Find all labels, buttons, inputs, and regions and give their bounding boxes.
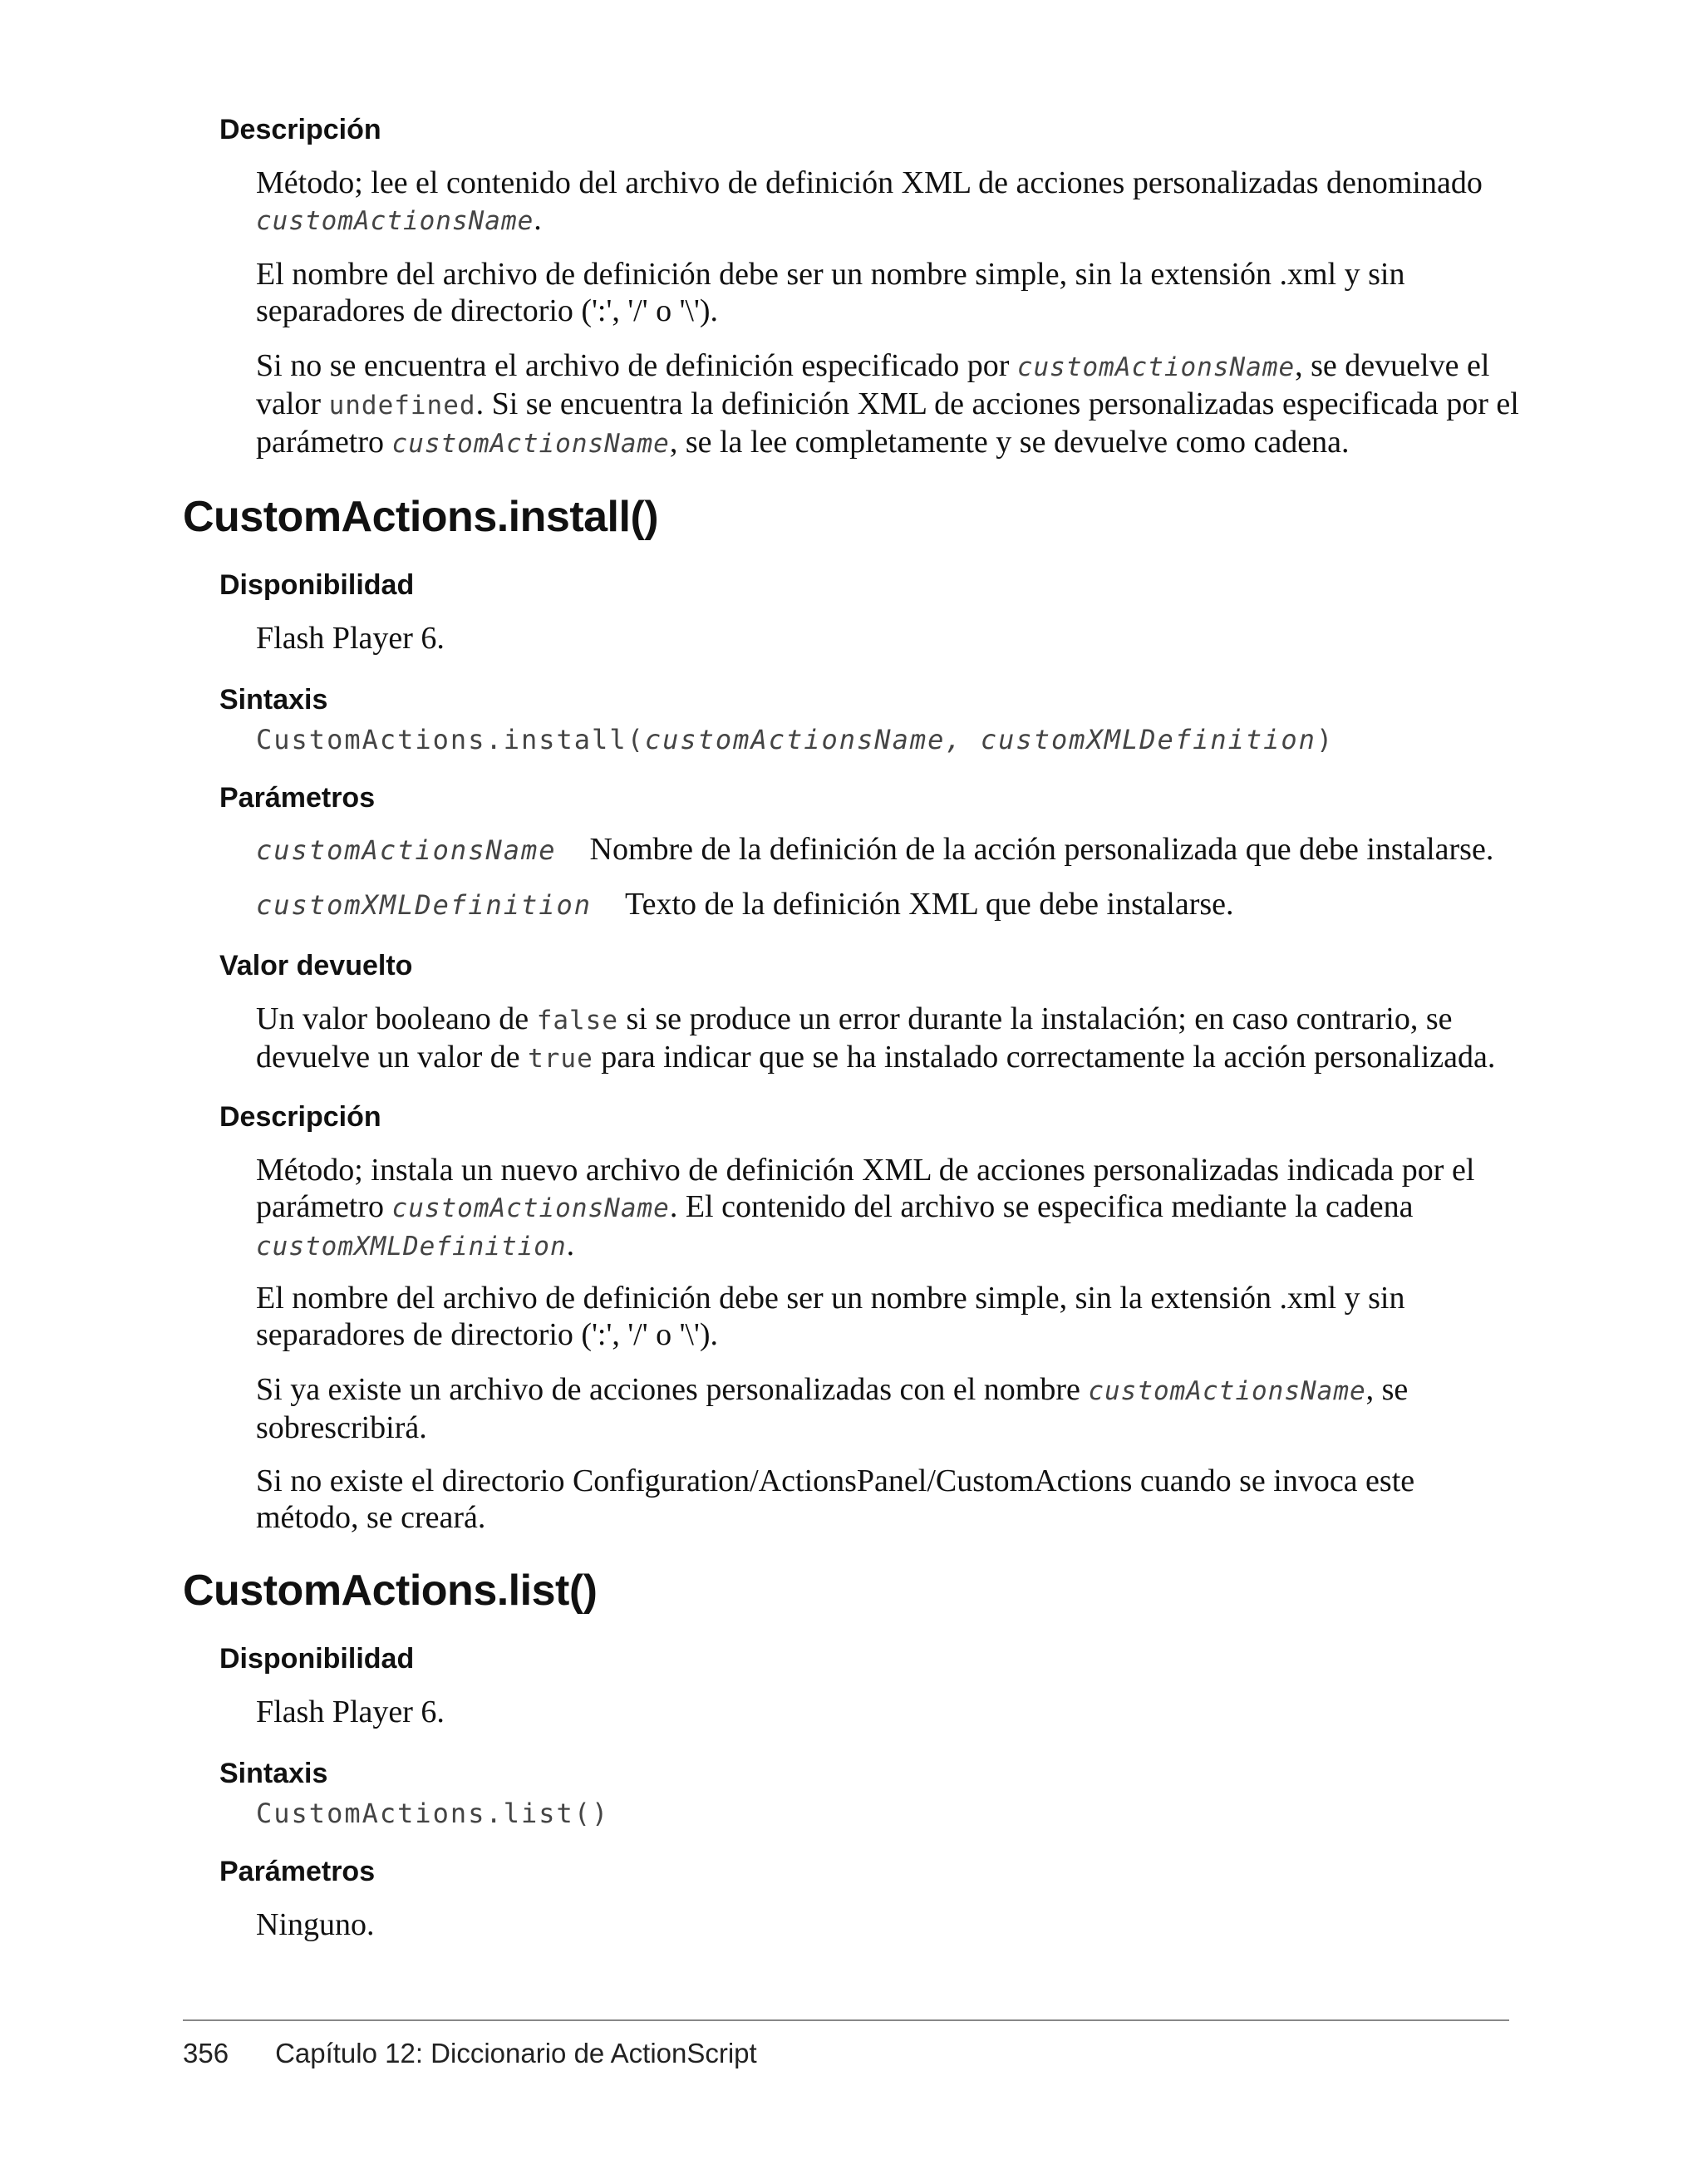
install-parameters-heading: Parámetros	[219, 782, 376, 814]
install-availability-text: Flash Player 6.	[256, 621, 445, 656]
chapter-title: Capítulo 12: Diccionario de ActionScript	[275, 2038, 757, 2068]
install-availability-heading: Disponibilidad	[219, 569, 415, 601]
list-parameters-heading: Parámetros	[219, 1856, 376, 1887]
inline-code: customActionsName	[391, 1193, 670, 1223]
list-parameters-text: Ninguno.	[256, 1907, 375, 1942]
inline-code: customActionsName	[1016, 352, 1296, 382]
list-availability-heading: Disponibilidad	[219, 1643, 415, 1675]
param-row	[256, 831, 1493, 868]
param-name: customXMLDefinition	[256, 889, 593, 921]
install-description-paragraph-2: El nombre del archivo de definición debe ser un nombre simple, sin la extensión .xml y sin separadores de directorio (':', '/' o '\').	[256, 1281, 1405, 1352]
description-heading: Descripción	[219, 114, 381, 145]
inline-code: undefined	[328, 391, 476, 421]
page-footer	[183, 2038, 757, 2069]
inline-code: false	[536, 1006, 619, 1035]
list-syntax-heading: Sintaxis	[219, 1758, 328, 1789]
install-description-paragraph-3: Si ya existe un archivo de acciones personalizadas con el nombre customActionsName, se sobrescribirá.	[256, 1372, 1409, 1445]
inline-code: customActionsName	[256, 206, 534, 236]
footer-rule	[183, 2019, 1509, 2021]
param-desc: Texto de la definición XML que debe instalarse.	[625, 887, 1234, 922]
list-syntax-code: CustomActions.list()	[256, 1798, 610, 1829]
description-paragraph-3: Si no se encuentra el archivo de definición especificado por customActionsName, se devuelve el valor undefined. Si se encuentra la definición XML de acciones personalizadas especificada por el parámetro customActionsName, se la lee completamente y se devuelve como cadena.	[256, 348, 1519, 460]
description-paragraph-1: Método; lee el contenido del archivo de definición XML de acciones personalizadas denominado customActionsName.	[256, 165, 1483, 237]
inline-code: true	[528, 1044, 593, 1074]
install-return-text: Un valor booleano de false si se produce un error durante la instalación; en caso contrario, se devuelve un valor de true para indicar que se ha instalado correctamente la acción personalizada.	[256, 1001, 1496, 1075]
list-availability-text: Flash Player 6.	[256, 1695, 445, 1729]
param-name: customActionsName	[256, 834, 557, 866]
install-description-paragraph-1: Método; instala un nuevo archivo de definición XML de acciones personalizadas indicada por el parámetro customActionsName. El contenido del archivo se especifica mediante la cadena customXMLDefinition.	[256, 1153, 1475, 1262]
install-syntax-code: CustomActions.install(customActionsName, customXMLDefinition)	[256, 724, 1335, 755]
inline-code: customActionsName	[391, 429, 670, 459]
param-desc: Nombre de la definición de la acción personalizada que debe instalarse.	[589, 832, 1494, 867]
install-description-paragraph-4: Si no existe el directorio Configuration/ActionsPanel/CustomActions cuando se invoca este método, se creará.	[256, 1463, 1415, 1535]
param-row	[256, 886, 1234, 923]
inline-code: customXMLDefinition	[256, 1232, 567, 1262]
install-return-heading: Valor devuelto	[219, 950, 413, 981]
install-syntax-heading: Sintaxis	[219, 684, 328, 716]
description-paragraph-2: El nombre del archivo de definición debe ser un nombre simple, sin la extensión .xml y sin separadores de directorio (':', '/' o '\').	[256, 257, 1405, 328]
page-number: 356	[183, 2038, 229, 2068]
install-title: CustomActions.install()	[183, 493, 659, 541]
inline-code: customActionsName	[1088, 1376, 1366, 1406]
list-title: CustomActions.list()	[183, 1567, 598, 1615]
install-description-heading: Descripción	[219, 1101, 381, 1133]
